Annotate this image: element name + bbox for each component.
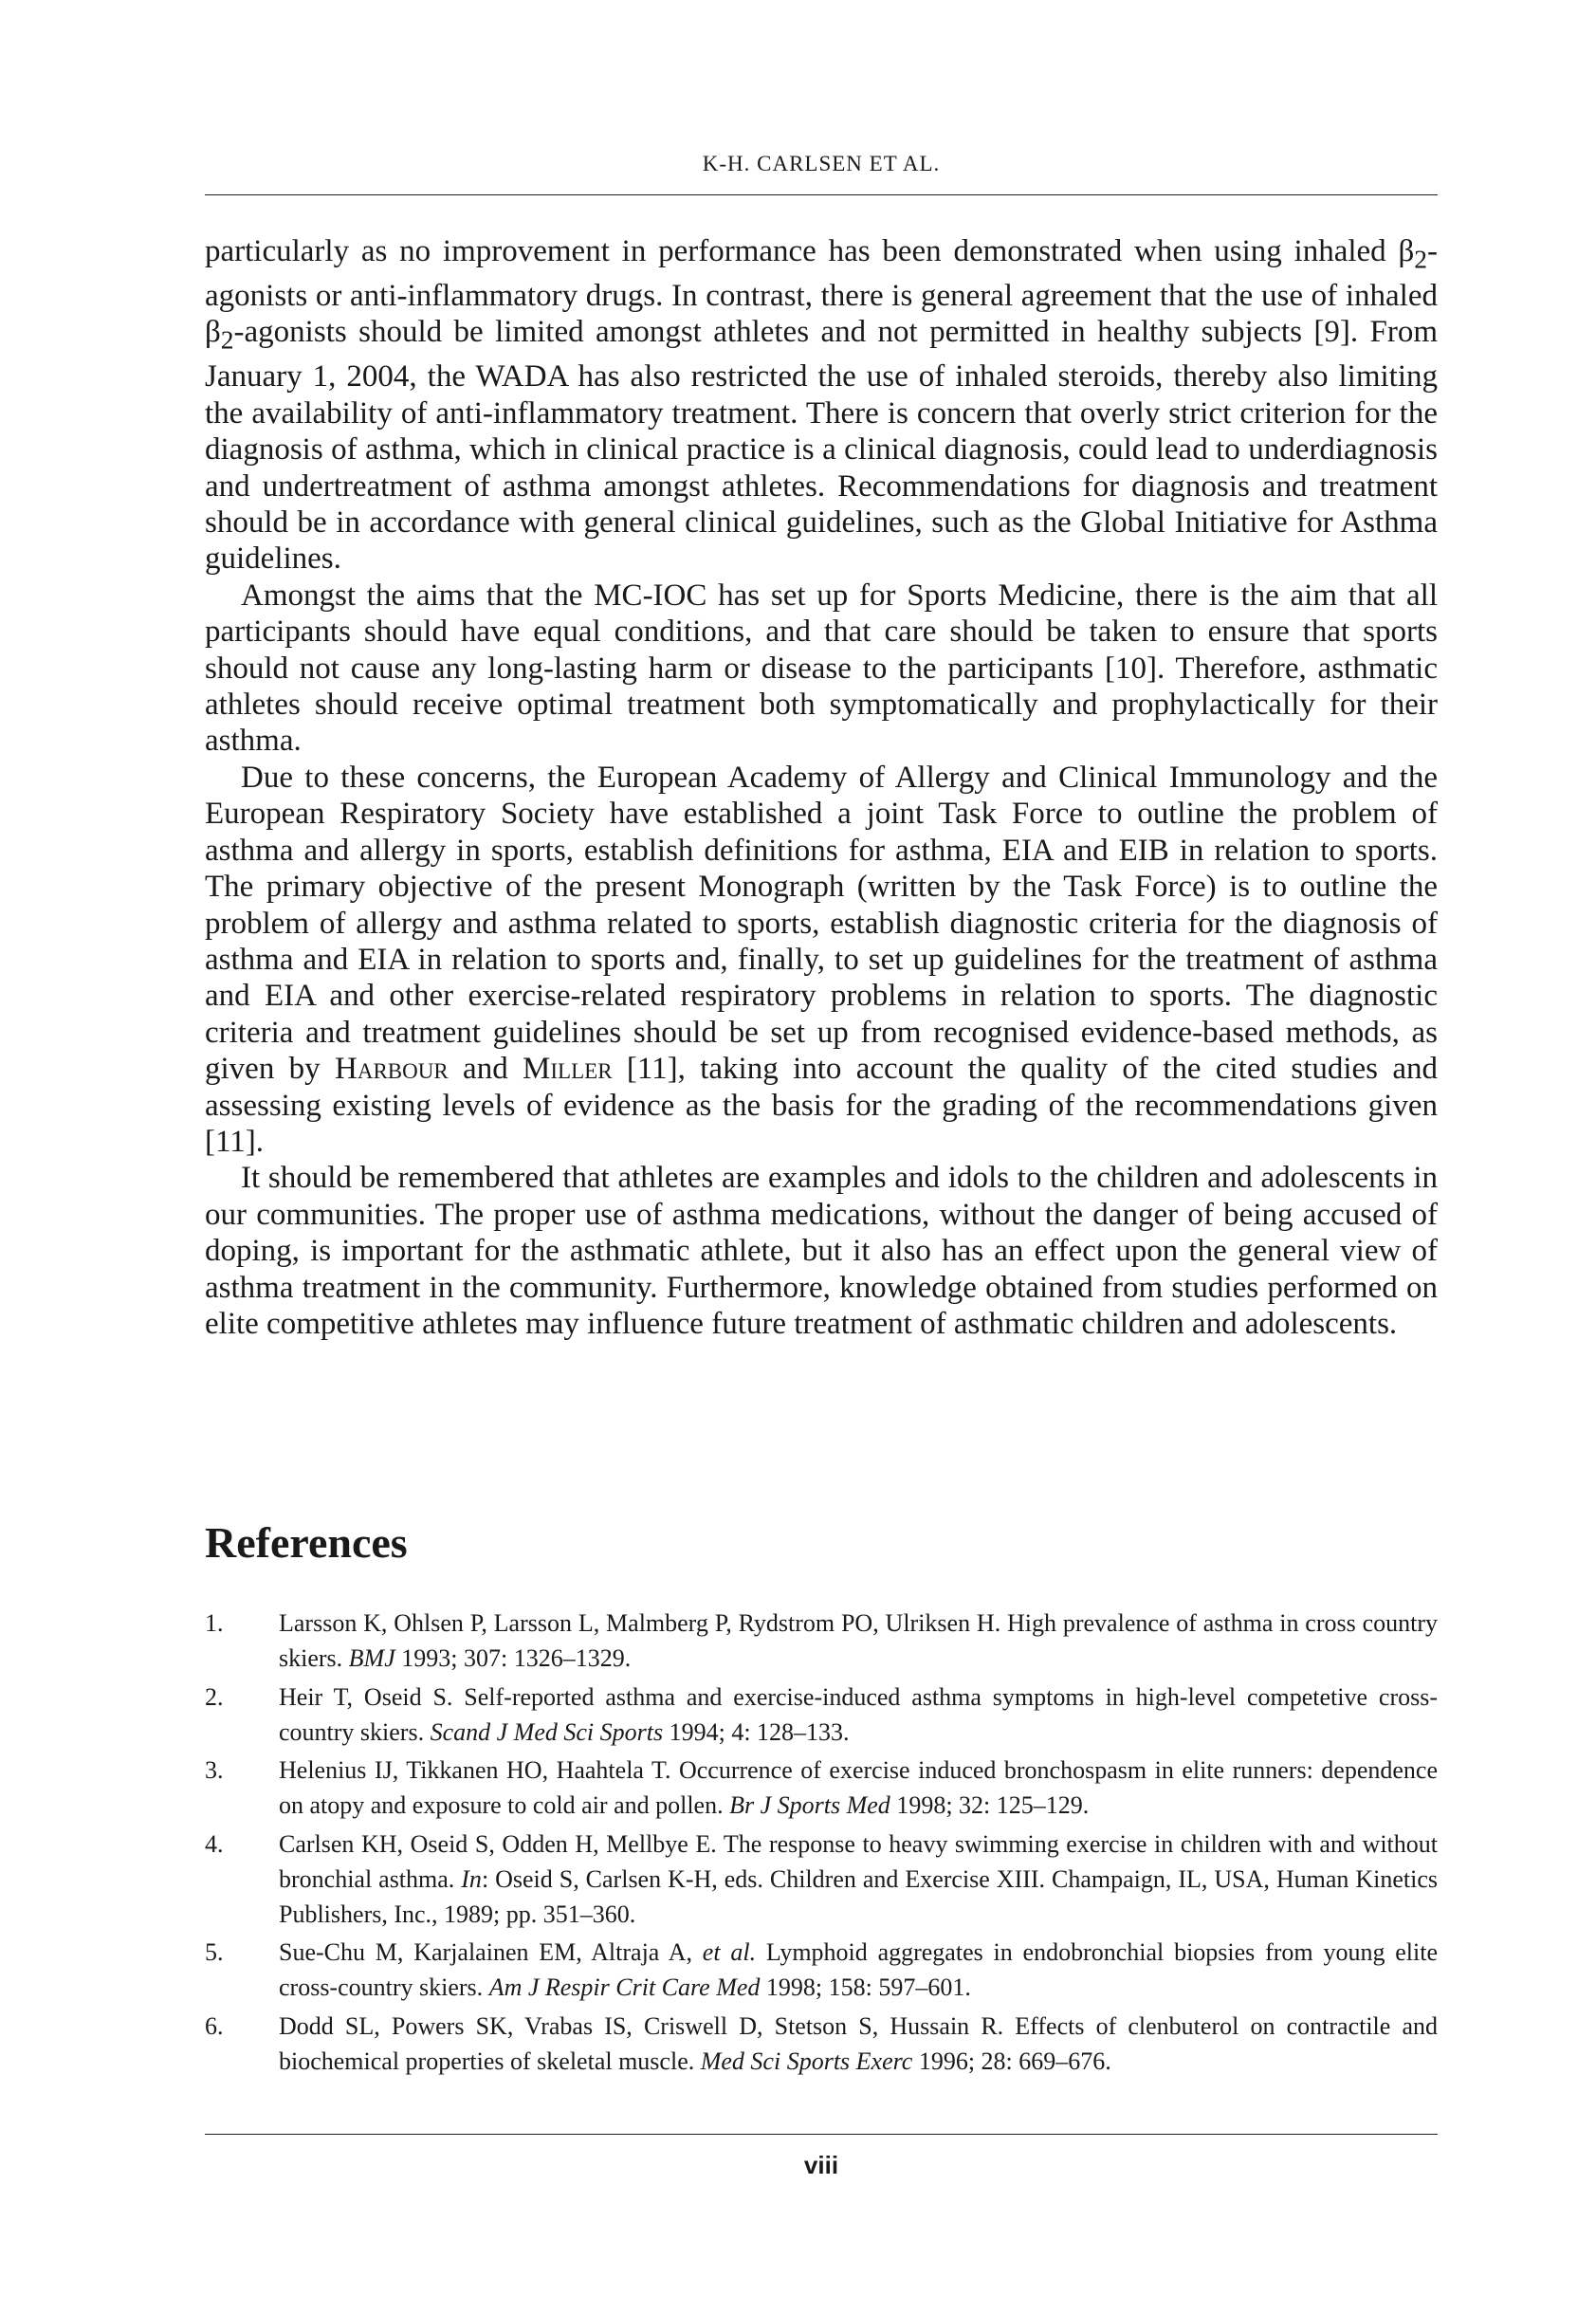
body-text [205,233,1438,1342]
paragraph-4: It should be remembered that athletes are examples and idols to the children and adolescents in our communities. The proper use of asthma medications, without the danger of being accused of doping, is important for the asthmatic athlete, but it also has an effect upon the general view of asthma treatment in the community. Furthermore, knowledge obtained from studies performed on elite competitive athletes may influence future treatment of asthmatic children and adolescents. [205,1161,1438,1341]
footer-rule [205,2134,1438,2135]
header-rule [205,194,1438,195]
reference-list [205,1606,1438,2082]
page-number: viii [803,2151,839,2179]
reference-item: 6. Dodd SL, Powers SK, Vrabas IS, Criswell D, Stetson S, Hussain R. Effects of clenbuterol on contractile and biochemical properties of skeletal muscle. Med Sci Sports Exerc 1996; 28: 669–676. [205,2011,1438,2075]
paragraph-2: Amongst the aims that the MC-IOC has set up for Sports Medicine, there is the aim that all participants should have equal conditions, and that care should be taken to ensure that sports should not cause any long-lasting harm or disease to the participants [10]. Therefore, asthmatic athletes should receive optimal treatment both symptomatically and prophylactically for their asthma. [205,578,1438,759]
reference-item: 1. Larsson K, Ohlsen P, Larsson L, Malmberg P, Rydstrom PO, Ulriksen H. High prevalence of asthma in cross country skiers. BMJ 1993; 307: 1326–1329. [205,1609,1438,1672]
author-miller: Miller [523,1052,613,1087]
reference-item: 4. Carlsen KH, Oseid S, Odden H, Mellbye E. The response to heavy swimming exercise in children with and without bronchial asthma. In: Oseid S, Carlsen K-H, eds. Children and Exercise XIII. Champaign, IL, USA, Human Kinetics Publishers, Inc., 1989; pp. 351–360. [205,1829,1438,1928]
running-head: K-H. CARLSEN ET AL. [702,152,941,175]
author-harbour: Harbour [335,1052,449,1087]
reference-item: 5. Sue-Chu M, Karjalainen EM, Altraja A, et al. Lymphoid aggregates in endobronchial biopsies from young elite cross-country skiers. Am J Respir Crit Care Med 1998; 158: 597–601. [205,1938,1438,2001]
reference-item: 2. Heir T, Oseid S. Self-reported asthma and exercise-induced asthma symptoms in high-level competetive cross-country skiers. Scand J Med Sci Sports 1994; 4: 128–133. [205,1682,1438,1746]
references-heading: References [205,1518,408,1567]
paragraph-3: Due to these concerns, the European Academy of Allergy and Clinical Immunology and the European Respiratory Society have established a joint Task Force to outline the problem of asthma and allergy in sports, establish definitions for asthma, EIA and EIB in relation to sports. The primary objective of the present Monograph (written by the Task Force) is to outline the problem of allergy and asthma related to sports, establish diagnostic criteria for the diagnosis of asthma and EIA in relation to sports and, finally, to set up guidelines for the treatment of asthma and EIA and other exercise-related respiratory problems in relation to sports. The diagnostic criteria and treatment guidelines should be set up from recognised evidence-based methods, as given by Harbour and Miller [11], taking into account the quality of the cited studies and assessing existing levels of evidence as the basis for the grading of the recommendations given [11]. [205,760,1438,1159]
reference-item: 3. Helenius IJ, Tikkanen HO, Haahtela T. Occurrence of exercise induced bronchospasm in elite runners: dependence on atopy and exposure to cold air and pollen. Br J Sports Med 1998; 32: 125–129. [205,1756,1438,1819]
paragraph-1: particularly as no improvement in performance has been demonstrated when using inhaled $\beta_2$-agonists or anti-inflammatory drugs. In contrast, there is general agreement that the use of inhaled $\beta_2$-agonists should be limited amongst athletes and not permitted in healthy subjects [9]. From January 1, 2004, the WADA has also restricted the use of inhaled steroids, thereby also limiting the availability of anti-inflammatory treatment. There is concern that overly strict criterion for the diagnosis of asthma, which in clinical practice is a clinical diagnosis, could lead to underdiagnosis and undertreatment of asthma amongst athletes. Recommendations for diagnosis and treatment should be in accordance with general clinical guidelines, such as the Global Initiative for Asthma guidelines. [205,234,1438,577]
